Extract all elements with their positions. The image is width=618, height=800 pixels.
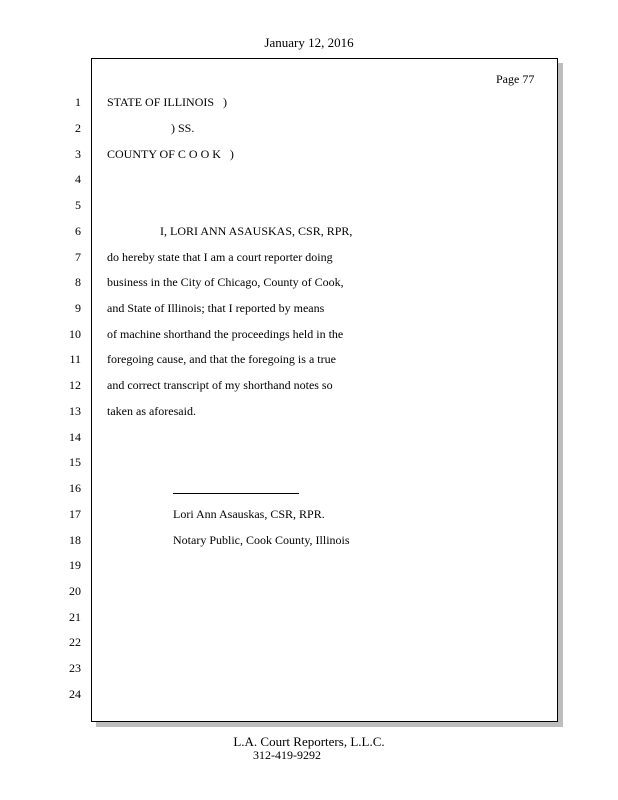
line-number: 18 — [69, 533, 81, 547]
venue-county-line: COUNTY OF C O O K ) — [107, 147, 234, 161]
venue-ss-line: ) SS. — [171, 121, 195, 135]
line-number: 16 — [69, 481, 81, 495]
signer-title: Notary Public, Cook County, Illinois — [173, 533, 350, 547]
line-number: 23 — [69, 661, 81, 675]
line-number: 2 — [75, 121, 81, 135]
header-date: January 12, 2016 — [264, 35, 354, 50]
line-number: 10 — [69, 327, 81, 341]
line-number: 14 — [69, 430, 81, 444]
line-number: 20 — [69, 584, 81, 598]
line-number: 13 — [69, 404, 81, 418]
line-number: 17 — [69, 507, 81, 521]
line-number: 15 — [69, 455, 81, 469]
line-number: 12 — [69, 378, 81, 392]
certificate-line: business in the City of Chicago, County of Cook, — [107, 275, 344, 289]
line-number: 22 — [69, 635, 81, 649]
line-number: 5 — [75, 198, 81, 212]
footer-phone: 312-419-9292 — [253, 748, 321, 762]
certificate-line: I, LORI ANN ASAUSKAS, CSR, RPR, — [160, 224, 353, 238]
line-number: 11 — [69, 352, 81, 366]
line-number: 6 — [75, 224, 81, 238]
line-number: 21 — [69, 610, 81, 624]
certificate-line: do hereby state that I am a court reporter doing — [107, 250, 333, 264]
certificate-line: taken as aforesaid. — [107, 404, 196, 418]
line-number: 1 — [75, 95, 81, 109]
line-number: 19 — [69, 558, 81, 572]
venue-state-line: STATE OF ILLINOIS ) — [107, 95, 228, 109]
footer-company: L.A. Court Reporters, L.L.C. — [233, 734, 385, 749]
certificate-line: and correct transcript of my shorthand notes so — [107, 378, 333, 392]
certificate-line: and State of Illinois; that I reported by means — [107, 301, 325, 315]
line-number: 4 — [75, 172, 81, 186]
certificate-line: foregoing cause, and that the foregoing is a true — [107, 352, 336, 366]
line-number: 3 — [75, 147, 81, 161]
page-number: Page 77 — [496, 72, 535, 86]
certificate-line: of machine shorthand the proceedings held in the — [107, 327, 344, 341]
line-number: 24 — [69, 687, 81, 701]
line-number: 8 — [75, 275, 81, 289]
line-number: 7 — [75, 250, 81, 264]
line-number: 9 — [75, 301, 81, 315]
signature-line — [173, 493, 299, 494]
signer-name: Lori Ann Asauskas, CSR, RPR. — [173, 507, 325, 521]
